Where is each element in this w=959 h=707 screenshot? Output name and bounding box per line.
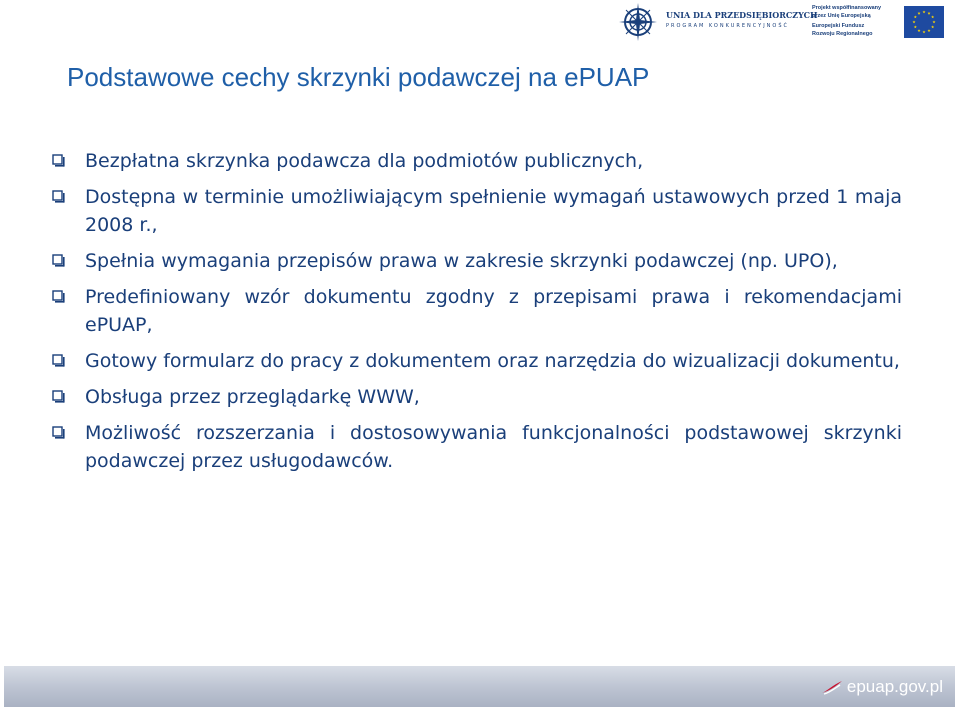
checkbox-square-icon bbox=[52, 390, 65, 403]
eu-flag-icon bbox=[904, 6, 944, 38]
header-logos bbox=[612, 0, 959, 44]
epuap-logo bbox=[821, 676, 943, 698]
list-item-text: Predefiniowany wzór dokumentu zgodny z przepisami prawa i rekomendacjami ePUAP, bbox=[85, 286, 902, 336]
checkbox-square-icon bbox=[52, 290, 65, 303]
checkbox-square-icon bbox=[52, 254, 65, 267]
list-item bbox=[50, 147, 902, 175]
epuap-swoosh-icon bbox=[821, 679, 843, 695]
list-item-text: Obsługa przez przeglądarkę WWW, bbox=[85, 386, 420, 408]
list-item bbox=[50, 347, 902, 375]
list-item bbox=[50, 183, 902, 239]
list-item bbox=[50, 383, 902, 411]
list-item bbox=[50, 283, 902, 339]
footer-bar bbox=[4, 666, 955, 707]
eu-funding-block bbox=[812, 2, 952, 42]
list-item-text: Dostępna w terminie umożliwiającym spełnienie wymagań ustawowych przed 1 maja 2008 r., bbox=[85, 186, 902, 236]
list-item-text: Możliwość rozszerzania i dostosowywania funkcjonalności podstawowej skrzynki podawczej przez usługodawców. bbox=[85, 422, 902, 472]
eu-funding-text: Projekt współfinansowany przez Unię Europejską Europejski Fundusz Rozwoju Regionalnego bbox=[812, 5, 882, 37]
ue-logo-title: UNIA DLA PRZEDSIĘBIORCZYCH bbox=[666, 10, 818, 20]
list-item-text: Spełnia wymagania przepisów prawa w zakresie skrzynki podawczej (np. UPO), bbox=[85, 250, 838, 272]
compass-rose-icon bbox=[618, 2, 658, 42]
checkbox-square-icon bbox=[52, 154, 65, 167]
slide-title: Podstawowe cechy skrzynki podawczej na ePUAP bbox=[67, 62, 650, 92]
list-item-text: Gotowy formularz do pracy z dokumentem oraz narzędzia do wizualizacji dokumentu, bbox=[85, 350, 900, 372]
list-item-text: Bezpłatna skrzynka podawcza dla podmiotów publicznych, bbox=[85, 150, 644, 172]
epuap-logo-text: epuap.gov.pl bbox=[846, 677, 943, 696]
checkbox-square-icon bbox=[52, 354, 65, 367]
checkbox-square-icon bbox=[52, 190, 65, 203]
feature-list bbox=[50, 147, 902, 483]
checkbox-square-icon bbox=[52, 426, 65, 439]
list-item bbox=[50, 419, 902, 475]
list-item bbox=[50, 247, 902, 275]
ue-logo-subtitle: PROGRAM KONKURENCYJNOŚĆ bbox=[666, 23, 790, 29]
